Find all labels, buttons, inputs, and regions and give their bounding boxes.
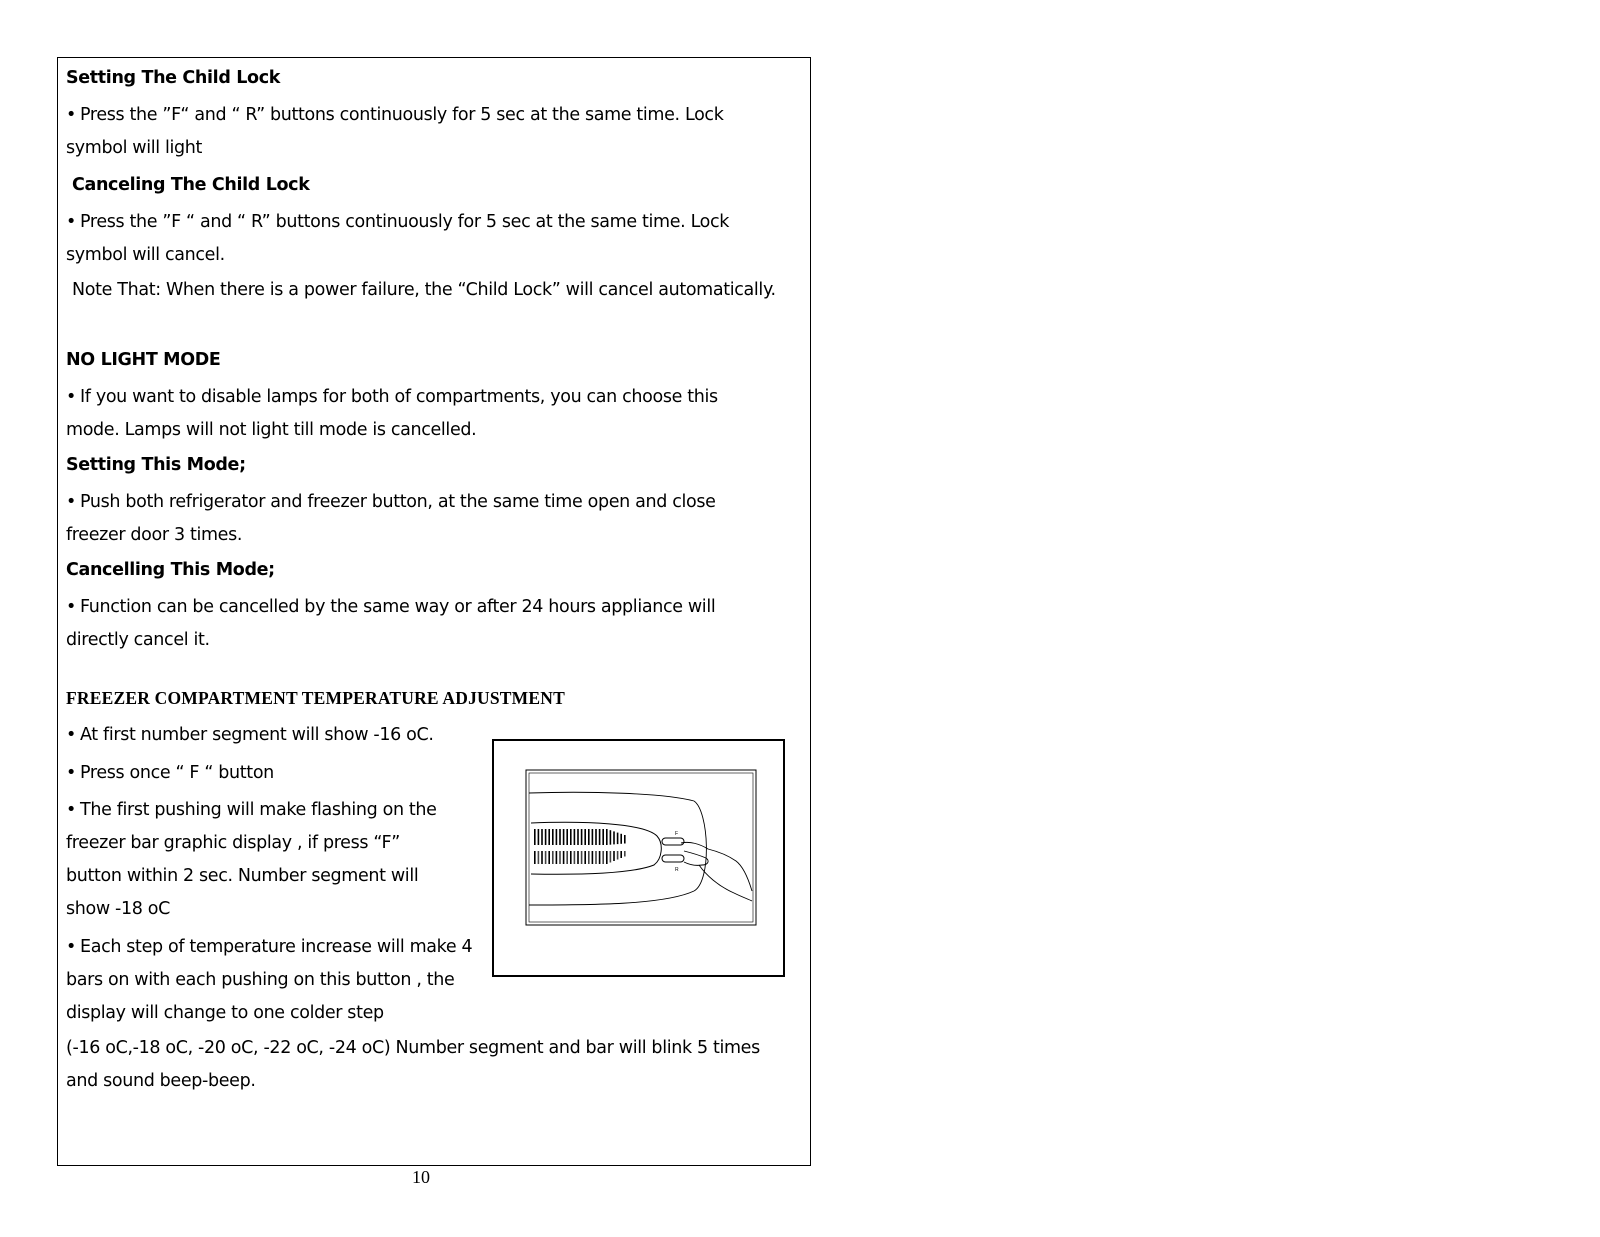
freezer-bullet-3-line-1: • The first pushing will make flashing on the [66, 800, 437, 820]
button-r-icon [662, 855, 684, 862]
no-light-mode-heading: NO LIGHT MODE [66, 350, 221, 370]
setting-mode-line-2: freezer door 3 times. [66, 525, 243, 545]
button-f-label: F [675, 831, 679, 837]
freezer-bullet-4-line-1: • Each step of temperature increase will make 4 [66, 937, 473, 957]
freezer-bullet-4-line-2: bars on with each pushing on this button , the [66, 970, 455, 990]
display-bar-segment [613, 851, 615, 861]
display-bar-segment [624, 851, 626, 857]
display-bar-segment [588, 851, 590, 864]
display-bar-segment [617, 851, 619, 860]
button-f-icon [662, 838, 684, 845]
display-bar-segment [602, 851, 604, 864]
freezer-bullet-3-line-2: freezer bar graphic display , if press “F” [66, 833, 400, 853]
bullet-icon: • [66, 597, 76, 617]
child-lock-setting-line-1: • Press the ”F“ and “ R” buttons continuously for 5 sec at the same time. Lock [66, 105, 724, 125]
display-bar-segment [584, 829, 586, 845]
hand-thumb-icon [684, 851, 708, 865]
display-bar-segment [606, 829, 608, 845]
freezer-bullet-3-line-4: show -18 oC [66, 899, 171, 919]
child-lock-note: Note That: When there is a power failure, the “Child Lock” will cancel automatically. [72, 280, 776, 300]
freezer-end-line: and sound beep-beep. [66, 1071, 256, 1091]
display-bar-segment [595, 829, 597, 845]
freezer-bullet-3-line-3: button within 2 sec. Number segment will [66, 866, 419, 886]
display-bar-segment [552, 851, 554, 864]
display-bar-segment [584, 851, 586, 864]
display-bar-segment [534, 851, 536, 864]
display-bar-segment [606, 851, 608, 864]
display-bar-segment [559, 851, 561, 864]
display-bar-segment [541, 851, 543, 864]
display-bar-segment [570, 851, 572, 864]
child-lock-cancel-line-1: • Press the ”F “ and “ R” buttons continuously for 5 sec at the same time. Lock [66, 212, 730, 232]
cancel-mode-heading: Cancelling This Mode; [66, 560, 275, 580]
display-bar-segment [592, 829, 594, 845]
display-bar-segment [552, 829, 554, 845]
display-bar-segment [574, 829, 576, 845]
child-lock-setting-line-2: symbol will light [66, 138, 203, 158]
cancel-mode-line-1: • Function can be cancelled by the same way or after 24 hours appliance will [66, 597, 716, 617]
display-bar-segment [577, 829, 579, 845]
freezer-bullet-4-line-3: display will change to one colder step [66, 1003, 384, 1023]
display-bar-segment [566, 829, 568, 845]
display-bar-segment [563, 851, 565, 864]
button-r-label: R [675, 867, 679, 873]
display-bar-segment [574, 851, 576, 864]
display-bar-segment [570, 829, 572, 845]
display-bar-segment [538, 851, 540, 864]
control-panel-drawing [494, 741, 787, 979]
display-bar-segment [566, 851, 568, 864]
bullet-icon: • [66, 763, 76, 783]
display-bar-segment [620, 851, 622, 858]
display-bar-segment [545, 851, 547, 864]
setting-mode-heading: Setting This Mode; [66, 455, 246, 475]
bullet-icon: • [66, 800, 76, 820]
freezer-adjustment-heading: FREEZER COMPARTMENT TEMPERATURE ADJUSTMENT [66, 688, 565, 708]
display-bar-segment [610, 851, 612, 863]
panel-inner-frame-2 [529, 773, 753, 922]
bullet-icon: • [66, 725, 76, 745]
display-bar-segment [548, 851, 550, 864]
display-bar-segment [595, 851, 597, 864]
setting-mode-line-1: • Push both refrigerator and freezer button, at the same time open and close [66, 492, 716, 512]
bullet-icon: • [66, 212, 76, 232]
display-bar-segment [534, 829, 536, 845]
display-bars-top [534, 829, 626, 845]
display-bar-segment [620, 834, 622, 844]
display-bar-segment [581, 829, 583, 845]
display-bar-segment [545, 829, 547, 845]
panel-right-edge [694, 801, 706, 891]
child-lock-cancel-line-2: symbol will cancel. [66, 245, 225, 265]
page-number: 10 [412, 1167, 430, 1187]
display-bar-segment [624, 835, 626, 844]
panel-top-edge [529, 792, 694, 801]
display-bar-segment [613, 831, 615, 844]
display-bar-segment [602, 829, 604, 845]
bullet-icon: • [66, 937, 76, 957]
hand-finger-icon [681, 842, 752, 891]
cancel-mode-line-2: directly cancel it. [66, 630, 210, 650]
display-bar-segment [563, 829, 565, 845]
display-bar-segment [548, 829, 550, 845]
display-bar-segment [592, 851, 594, 864]
panel-bottom-edge [529, 891, 694, 905]
display-bar-segment [617, 833, 619, 845]
child-lock-heading: Setting The Child Lock [66, 68, 281, 88]
freezer-bullet-2: • Press once “ F “ button [66, 763, 274, 783]
display-bar-segment [581, 851, 583, 864]
control-panel-illustration [492, 739, 785, 977]
bullet-icon: • [66, 387, 76, 407]
freezer-bullet-1: • At first number segment will show -16 oC. [66, 725, 434, 745]
display-bar-segment [556, 829, 558, 845]
child-lock-cancel-heading: Canceling The Child Lock [72, 175, 310, 195]
display-bar-segment [541, 829, 543, 845]
display-bar-segment [577, 851, 579, 864]
display-bar-segment [538, 829, 540, 845]
display-bar-segment [610, 830, 612, 845]
display-bar-segment [556, 851, 558, 864]
no-light-intro-line-2: mode. Lamps will not light till mode is cancelled. [66, 420, 477, 440]
display-bar-segment [599, 829, 601, 845]
display-bar-segment [588, 829, 590, 845]
display-bar-segment [559, 829, 561, 845]
bullet-icon: • [66, 492, 76, 512]
no-light-intro-line-1: • If you want to disable lamps for both of compartments, you can choose this [66, 387, 718, 407]
display-bar-segment [599, 851, 601, 864]
display-bars-bottom [534, 851, 626, 864]
freezer-values-line: (-16 oC,-18 oC, -20 oC, -22 oC, -24 oC) Number segment and bar will blink 5 times [66, 1038, 760, 1058]
bullet-icon: • [66, 105, 76, 125]
